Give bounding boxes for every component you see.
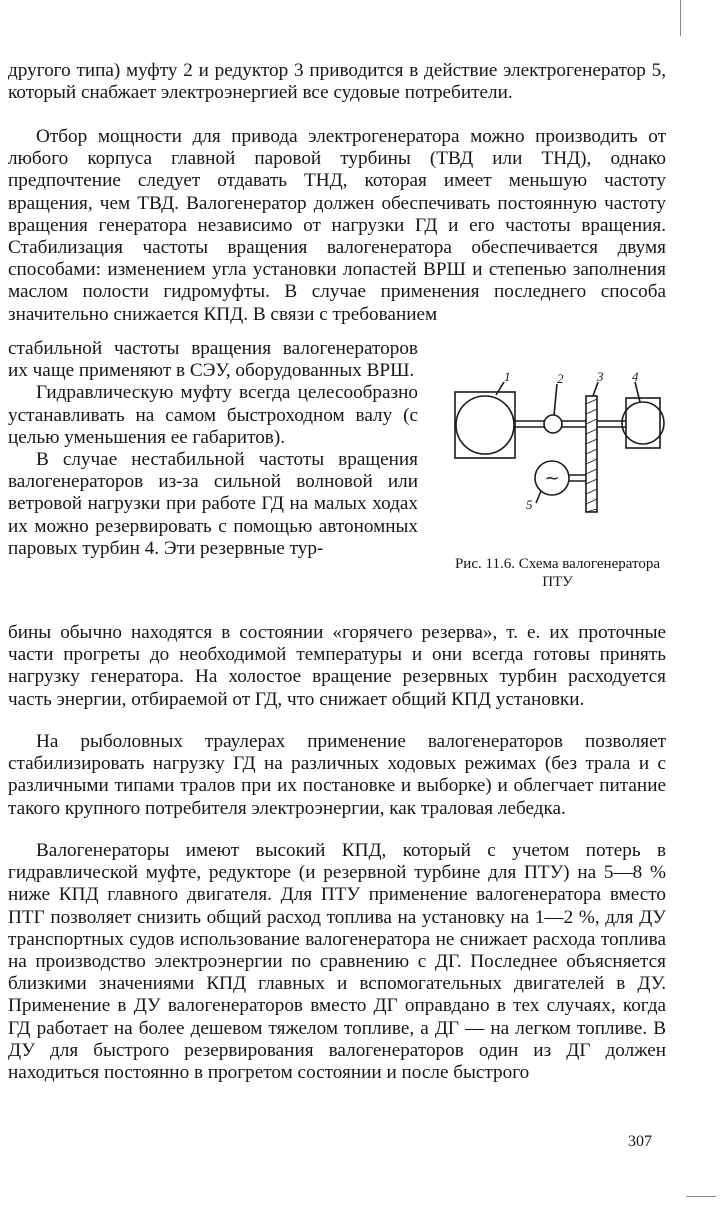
coupling-circle: [544, 415, 562, 433]
paragraph-trawlers: На рыболовных траулерах применение валогенераторов позволяет стабилизировать нагрузку ГД на различных ходовых режимах (без трала и с различными типами тралов при их постановке и выборке) и облегчает питание такого крупного потребителя электроэнергии, как траловая лебедка.: [8, 731, 666, 819]
figure-shaft-generator-diagram: [440, 370, 672, 527]
paragraph-hot-reserve: бины обычно находятся в состоянии «горячего резерва», т. е. их проточные части прогреты до необходимой температуры и они всегда готовы принять нагрузку генератора. На холостое вращение резервных турбин расходуется часть энергии, отбираемой от ГД, что снижает общий КПД установки.: [8, 622, 666, 710]
scan-edge-line: [680, 0, 681, 36]
text-beside-figure: [8, 338, 418, 560]
paragraph-unstable-frequency: В случае нестабильной частоты вращения валогенераторов из-за сильной волновой или ветровой нагрузки при работе ГД на малых ходах их можно резервировать с помощью автономных паровых турбин 4. Эти резервные тур-: [8, 449, 418, 559]
paragraph-hydraulic-coupling: Гидравлическую муфту всегда целесообразно устанавливать на самом быстроходном валу (с целью уменьшения ее габаритов).: [8, 382, 418, 448]
page-number: 307: [628, 1133, 652, 1150]
figure-caption: Рис. 11.6. Схема валогенератора ПТУ: [454, 556, 661, 590]
paragraph-efficiency: Валогенераторы имеют высокий КПД, который с учетом потерь в гидравлической муфте, редукторе (и резервной турбине для ПТУ) на 5—8 % ниже КПД главного двигателя. Для ПТУ применение валогенератора вместо ПТГ позволяет снизить общий расход топлива на установку на 1—2 %, для ДУ транспортных судов использование валогенератора не снижает расхода топлива на производство электроэнергии по сравнению с ДГ. Последнее объясняется близкими значениями КПД главных и вспомогательных двигателей в ДУ. Применение в ДУ валогенераторов вместо ДГ оправдано в тех случаях, когда ГД работает на более дешевом тяжелом топливе, а ДГ — на легком топливе. В ДУ для быстрого резервирования валогенераторов один из ДГ должен находиться постоянно в прогретом состоянии и после быстрого: [8, 840, 666, 1084]
figure-label-2: 2: [557, 371, 564, 386]
paragraph-power-take-off: Отбор мощности для привода электрогенератора можно производить от любого корпуса главной паровой турбины (ТВД или ТНД), однако предпочтение следует отдавать ТНД, которая имеет меньшую частоту вращения, чем ТВД. Валогенератор должен обеспечивать постоянную частоту вращения генератора независимо от нагрузки ГД и его частоты вращения. Стабилизация частоты вращения валогенератора обеспечивается двумя способами: изменением угла установки лопастей ВРШ и степенью заполнения маслом полости гидромуфты. В случае применения последнего способа значительно снижается КПД. В связи с требованием: [8, 126, 666, 325]
paragraph-vrsh: стабильной частоты вращения валогенераторов их чаще применяют в СЭУ, оборудованных ВРШ.: [8, 338, 418, 382]
generator-symbol: ~: [544, 468, 560, 489]
main-turbine-circle: [456, 396, 514, 454]
reserve-turbine-circle: [622, 402, 664, 444]
figure-label-3: 3: [597, 370, 604, 384]
scan-edge-line-bottom: [686, 1196, 716, 1197]
main-turbine-box: [455, 392, 515, 458]
figure-label-1: 1: [504, 370, 511, 384]
figure-label-4: 4: [632, 370, 639, 384]
paragraph-continued: другого типа) муфту 2 и редуктор 3 приводится в действие электрогенератор 5, который снабжает электроэнергией все судовые потребители.: [8, 60, 666, 104]
figure-label-5: 5: [526, 497, 533, 512]
shaft-generator-schematic: [440, 370, 672, 522]
